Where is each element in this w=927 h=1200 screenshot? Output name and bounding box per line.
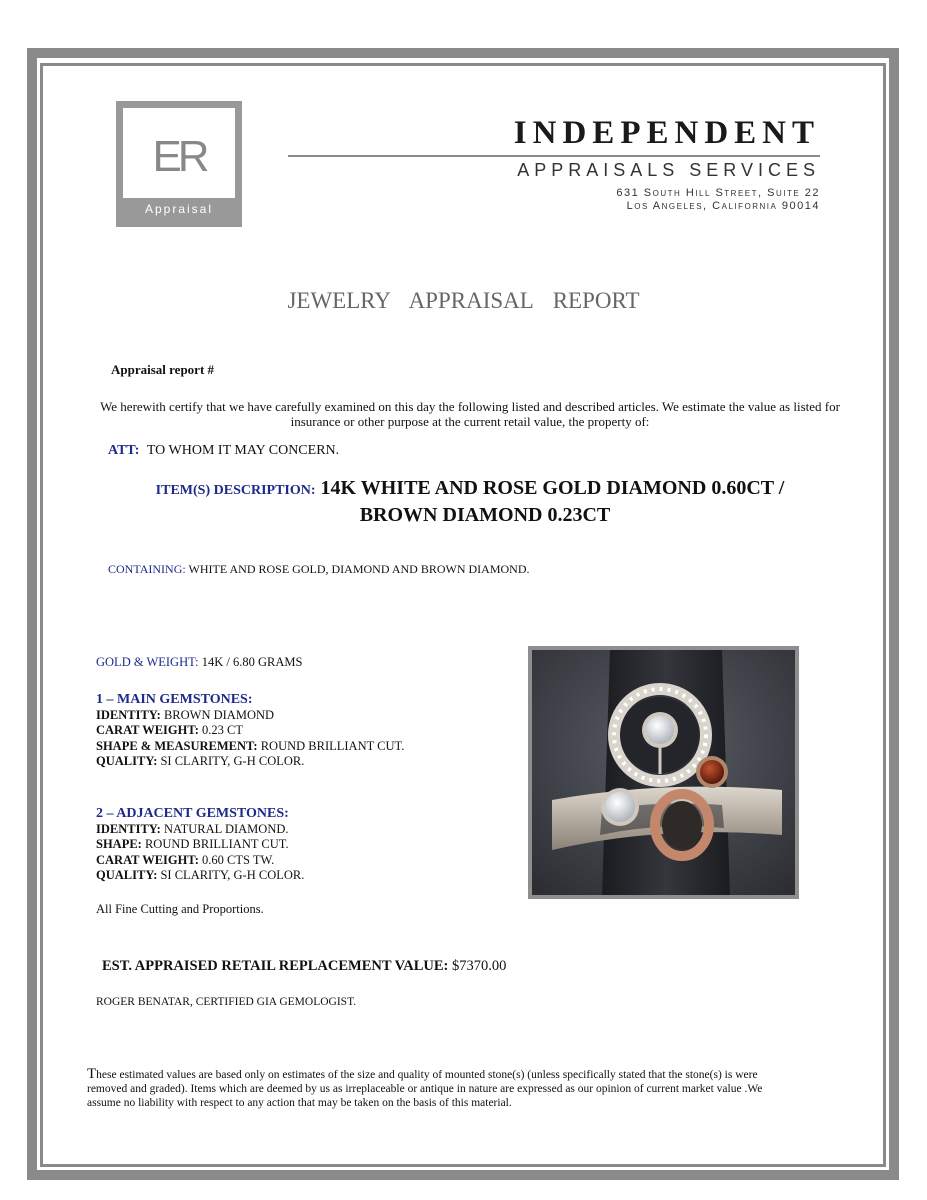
att-line xyxy=(108,443,339,459)
header-divider xyxy=(288,155,820,157)
main-quality-value: SI CLARITY, G-H COLOR. xyxy=(160,754,305,768)
appraised-value-label: EST. APPRAISED RETAIL REPLACEMENT VALUE: xyxy=(102,958,449,974)
att-label: ATT: xyxy=(108,443,140,458)
gold-weight-label: GOLD & WEIGHT: xyxy=(96,655,199,669)
items-label: ITEM(S) DESCRIPTION: xyxy=(155,483,316,498)
adjacent-gemstones-title: 2 – ADJACENT GEMSTONES: xyxy=(96,806,289,821)
er-appraisal-logo xyxy=(116,101,242,227)
company-name: INDEPENDENT xyxy=(513,115,820,151)
appraised-value-line xyxy=(102,958,506,975)
adjacent-quality-label: QUALITY: xyxy=(96,868,158,882)
appraised-value-amount: $7370.00 xyxy=(451,958,507,974)
gold-weight-line xyxy=(96,655,302,670)
disclaimer-text: hese estimated values are based only on estimates of the size and quality of mounted stone(s) (unless specifically stated that the stone(s) is were removed and graded). Items which are deemed by us as irreplaceable or antique in nature are expressed as our opinion of current market value .We assume no liability with respect to any action that may be taken on the basis of this material. xyxy=(87,1069,763,1109)
ring-illustration xyxy=(532,650,795,895)
main-identity-label: IDENTITY: xyxy=(96,707,161,722)
company-address xyxy=(480,187,820,213)
containing-label: CONTAINING: xyxy=(108,562,186,576)
adjacent-quality-value: SI CLARITY, G-H COLOR. xyxy=(160,868,305,882)
main-shape-value: ROUND BRILLIANT CUT. xyxy=(260,738,405,753)
logo-mark: ER xyxy=(152,132,206,181)
fine-cutting-note: All Fine Cutting and Proportions. xyxy=(96,902,264,916)
main-gemstones-title: 1 – MAIN GEMSTONES: xyxy=(96,692,253,707)
certification-text: We herewith certify that we have carefully examined on this day the following listed and described articles. We estimate the value as listed for insurance or other purpose at the current retail value, the property of: xyxy=(100,399,840,429)
adjacent-shape-label: SHAPE: xyxy=(96,837,142,851)
containing-value: WHITE AND ROSE GOLD, DIAMOND AND BROWN DIAMOND. xyxy=(188,562,530,576)
adjacent-carat-label: CARAT WEIGHT: xyxy=(96,852,199,867)
disclaimer-initial: T xyxy=(87,1066,97,1082)
main-carat-label: CARAT WEIGHT: xyxy=(96,723,199,737)
ring-photo xyxy=(528,646,799,899)
disclaimer xyxy=(87,1067,787,1110)
main-identity-value: BROWN DIAMOND xyxy=(163,707,275,722)
adjacent-identity-value: NATURAL DIAMOND. xyxy=(163,821,289,836)
gemologist-signature: ROGER BENATAR, CERTIFIED GIA GEMOLOGIST. xyxy=(96,996,357,1008)
main-quality-label: QUALITY: xyxy=(96,754,158,768)
adjacent-carat-value: 0.60 CTS TW. xyxy=(202,852,275,867)
att-value: TO WHOM IT MAY CONCERN. xyxy=(146,443,340,458)
adjacent-shape-value: ROUND BRILLIANT CUT. xyxy=(144,837,289,851)
address-line-2: Los Angeles, California 90014 xyxy=(626,200,820,212)
appraisal-report-number: Appraisal report # xyxy=(111,362,215,377)
items-line-1: 14K WHITE AND ROSE GOLD DIAMOND 0.60CT / xyxy=(320,477,785,499)
adjacent-gemstones-section xyxy=(96,806,304,884)
logo-caption: Appraisal xyxy=(123,198,235,220)
adjacent-identity-label: IDENTITY: xyxy=(96,821,161,836)
containing-line xyxy=(108,562,529,577)
main-shape-label: SHAPE & MEASUREMENT: xyxy=(96,738,258,753)
items-description xyxy=(100,476,840,528)
items-line-2: BROWN DIAMOND 0.23CT xyxy=(359,504,611,526)
address-line-1: 631 South Hill Street, Suite 22 xyxy=(616,187,820,199)
company-subtitle: APPRAISALS SERVICES xyxy=(517,160,820,180)
report-title: JEWELRY APPRAISAL REPORT xyxy=(287,288,640,313)
main-gemstones-section xyxy=(96,692,404,770)
main-carat-value: 0.23 CT xyxy=(202,723,244,737)
gold-weight-value: 14K / 6.80 GRAMS xyxy=(201,655,303,669)
